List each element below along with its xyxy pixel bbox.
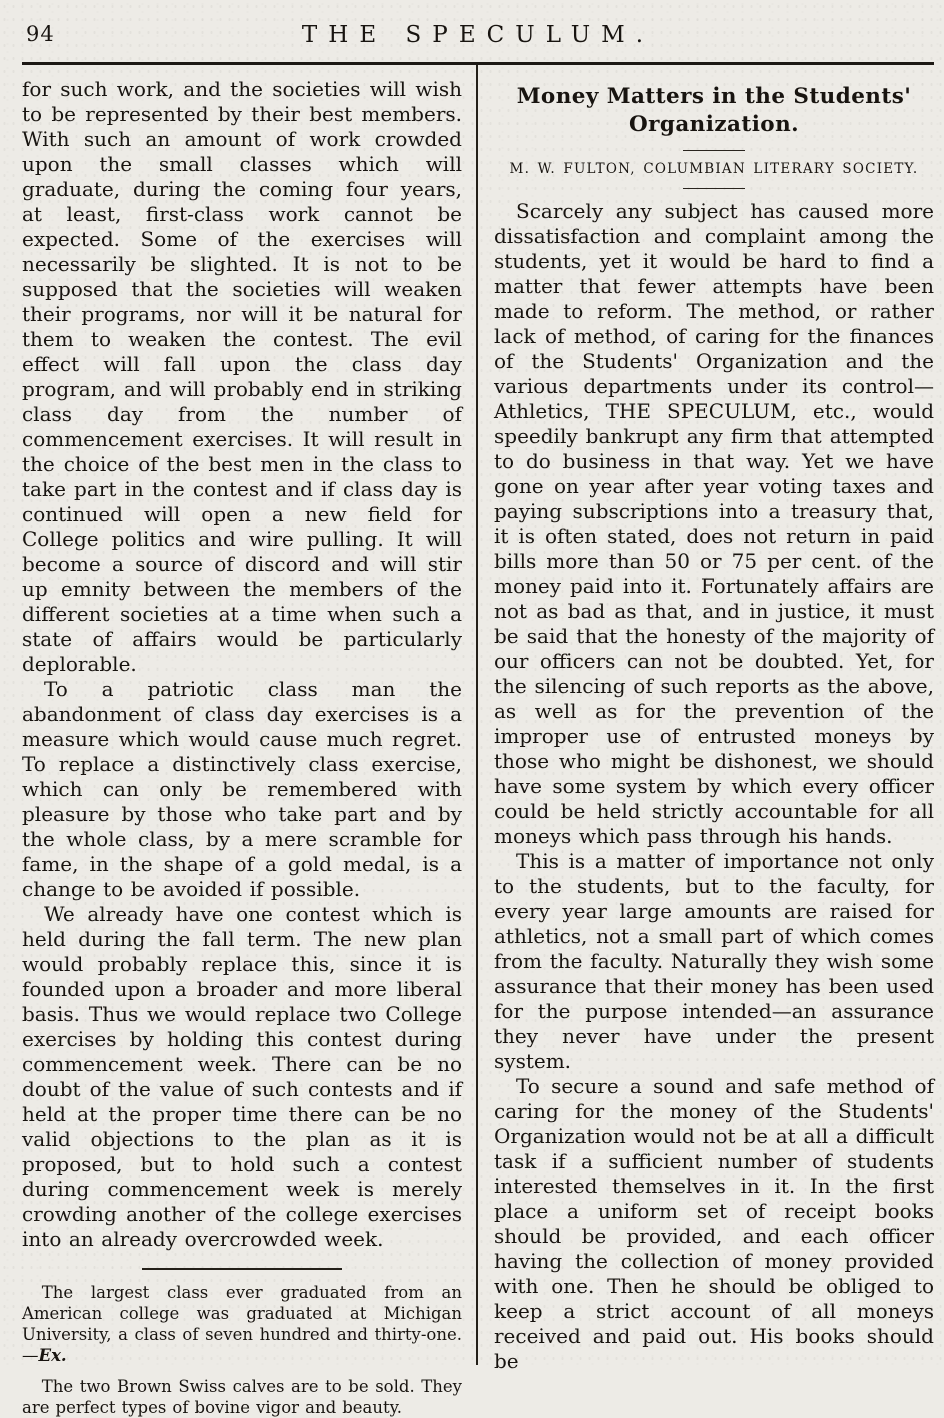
right-column bbox=[478, 65, 934, 1373]
article-body bbox=[494, 199, 934, 1374]
article-paragraph: Scarcely any subject has caused more dissatisfaction and complaint among the students, yet it would be hard to find a matter that fewer attempts have been made to reform. The method, or rather lack of method, of caring for the finances of the Students' Organization and the various departments under its control—Athletics, THE SPECULUM, etc., would speedily bankrupt any firm that attempted to do business in that way. Yet we have gone on year after year voting taxes and paying subscriptions into a treasury that, it is often stated, does not return in paid bills more than 50 or 75 per cent. of the money paid into it. Fortunately affairs are not as bad as that, and in justice, it must be said that the honesty of the majority of our officers can not be doubted. Yet, for the silencing of such reports as the above, as well as for the prevention of the improper use of entrusted moneys by those who might be dishonest, we should have some system by which every officer could be held strictly accountable for all moneys which pass through his hands. bbox=[494, 198, 934, 848]
article-paragraph: This is a matter of importance not only to the students, but to the faculty, for every year large amounts are raised for athletics, not a small part of which comes from the faculty. Naturally they wish some assurance that their money has been used for the purpose intended—an assurance they never have under the present system. bbox=[494, 848, 934, 1073]
left-column bbox=[22, 65, 478, 1417]
news-notes bbox=[22, 1282, 462, 1418]
page-number: 94 bbox=[26, 22, 55, 46]
note-paragraph: The two Brown Swiss calves are to be sold. They are perfect types of bovine vigor and beauty. bbox=[22, 1377, 462, 1417]
byline-rule bbox=[683, 188, 745, 189]
article-paragraph: We already have one contest which is held during the fall term. The new plan would probably replace this, since it is founded upon a broader and more liberal basis. Thus we would replace two College exercises by holding this contest during commencement week. There can be no doubt of the value of such contests and if held at the proper time there can be no valid objections to the plan as it is proposed, but to hold such a contest during commencement week is merely crowding another of the college exercises into an already overcrowded week. bbox=[22, 902, 462, 1251]
masthead-title: THE SPECULUM. bbox=[301, 22, 655, 48]
article-continuation bbox=[22, 77, 462, 1252]
article-byline: M. W. FULTON, COLUMBIAN LITERARY SOCIETY. bbox=[509, 160, 919, 177]
two-column-layout bbox=[22, 65, 934, 1417]
article-title: Money Matters in the Students' Organization. bbox=[516, 84, 912, 137]
section-divider-rule bbox=[142, 1268, 342, 1270]
page-header bbox=[22, 0, 934, 58]
article-paragraph: for such work, and the societies will wish to be represented by their best members. With such an amount of work crowded upon the small classes which will graduate, during the coming four years, at least, first-class work cannot be expected. Some of the exercises will necessarily be slighted. It is not to be supposed that the societies will weaken their programs, nor will it be natural for them to weaken the contest. The evil effect will fall upon the class day program, and will probably end in striking class day from the number of commencement exercises. It will result in the choice of the best men in the class to take part in the contest and if class day is continued will open a new field for College politics and wire pulling. It will become a source of discord and will stir up emnity between the members of the different societies at a time when such a state of affairs would be particularly deplorable. bbox=[22, 77, 462, 676]
article-paragraph: To a patriotic class man the abandonment of class day exercises is a measure which would cause much regret. To replace a distinctively class exercise, which can only be remembered with pleasure by those who take part and by the whole class, by a mere scramble for fame, in the shape of a gold medal, is a change to be avoided if possible. bbox=[22, 677, 462, 901]
article-paragraph: To secure a sound and safe method of caring for the money of the Students' Organization would not be at all a difficult task if a sufficient number of students interested themselves in it. In the first place a uniform set of receipt books should be provided, and each officer having the collection of money provided with one. Then he should be obliged to keep a strict account of all moneys received and paid out. His books should be bbox=[494, 1073, 934, 1373]
title-rule bbox=[683, 150, 745, 151]
note-paragraph: The largest class ever graduated from an American college was graduated at Michigan University, a class of seven hundred and thirty-one.—Ex. bbox=[22, 1283, 462, 1365]
